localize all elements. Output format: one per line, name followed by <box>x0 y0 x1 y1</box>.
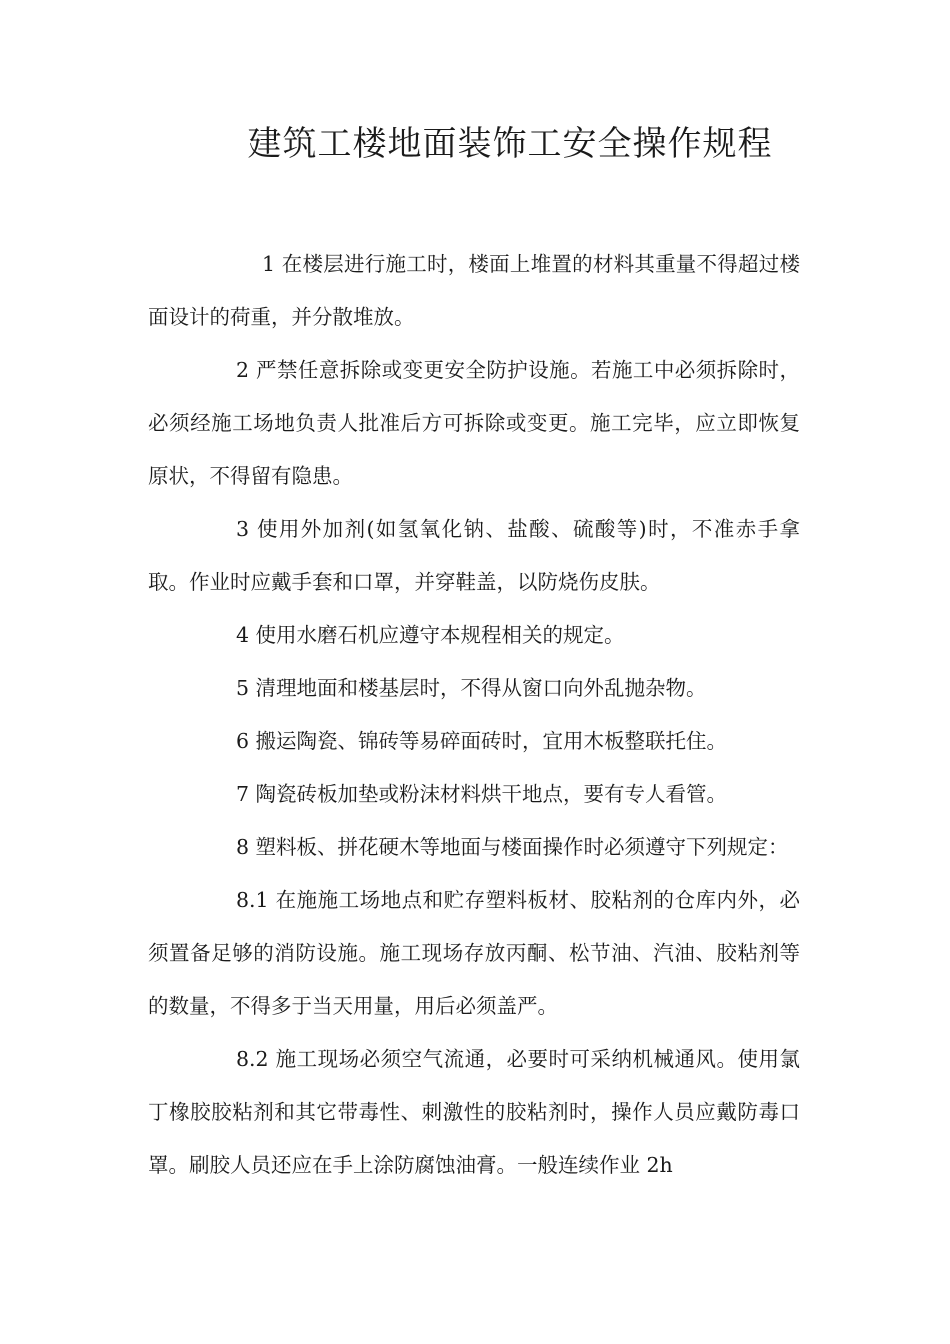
document-body <box>148 238 800 1192</box>
paragraph-8: 8 塑料板、拼花硬木等地面与楼面操作时必须遵守下列规定： <box>236 835 789 859</box>
paragraph-8-1: 8.1 在施施工场地点和贮存塑料板材、胶粘剂的仓库内外，必须置备足够的消防设施。施工现场存放丙酮、松节油、汽油、胶粘剂等的数量，不得多于当天用量，用后必须盖严。 <box>148 888 800 1018</box>
paragraph-8-2: 8.2 施工现场必须空气流通，必要时可采纳机械通风。使用氯丁橡胶胶粘剂和其它带毒性、刺激性的胶粘剂时，操作人员应戴防毒口罩。刷胶人员还应在手上涂防腐蚀油膏。一般连续作业 2h <box>148 1047 800 1177</box>
paragraph-2: 2 严禁任意拆除或变更安全防护设施。若施工中必须拆除时，必须经施工场地负责人批准后方可拆除或变更。施工完毕，应立即恢复原状，不得留有隐患。 <box>148 358 800 488</box>
paragraph-1: 1 在楼层进行施工时，楼面上堆置的材料其重量不得超过楼面设计的荷重，并分散堆放。 <box>148 252 800 329</box>
document-title: 建筑工楼地面装饰工安全操作规程 <box>247 124 773 164</box>
paragraph-7: 7 陶瓷砖板加垫或粉沫材料烘干地点，要有专人看管。 <box>236 782 728 806</box>
paragraph-3: 3 使用外加剂(如氢氧化钠、盐酸、硫酸等)时，不准赤手拿取。作业时应戴手套和口罩，并穿鞋盖，以防烧伤皮肤。 <box>148 517 800 594</box>
paragraph-6: 6 搬运陶瓷、锦砖等易碎面砖时，宜用木板整联托住。 <box>236 729 728 753</box>
paragraph-5: 5 清理地面和楼基层时，不得从窗口向外乱抛杂物。 <box>236 676 707 700</box>
paragraph-4: 4 使用水磨石机应遵守本规程相关的规定。 <box>236 623 625 647</box>
